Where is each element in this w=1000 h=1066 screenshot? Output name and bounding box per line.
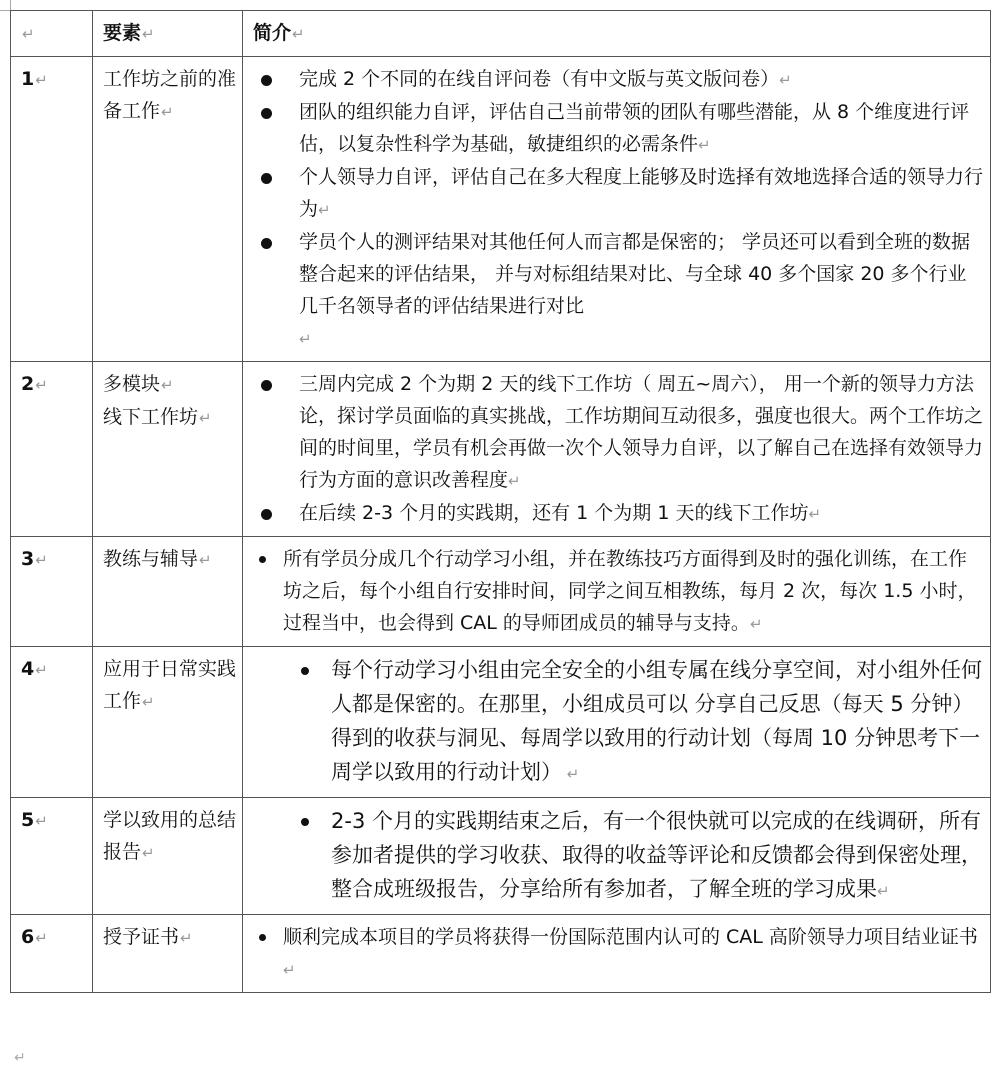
bullet-icon bbox=[301, 818, 309, 826]
row-element: 多模块↵ 线下工作坊↵ bbox=[93, 362, 243, 537]
table-row bbox=[11, 798, 991, 915]
row-number: 4↵ bbox=[11, 647, 93, 798]
table-row bbox=[11, 915, 991, 993]
row-number: 3↵ bbox=[11, 537, 93, 647]
list-item: 三周内完成 2 个为期 2 天的线下工作坊（ 周五~周六）， 用一个新的领导力方法论，探讨学员面临的真实挑战，工作坊期间互动很多，强度也很大。两个工作坊之间的时间里，学员有机会再做一次个人领导力自评，以了解自己在选择有效领导力行为方面的意识改善程度↵ bbox=[253, 368, 984, 497]
bullet-icon bbox=[261, 75, 272, 86]
list-item: 完成 2 个不同的在线自评问卷（有中文版与英文版问卷）↵ bbox=[253, 63, 984, 96]
bullet-icon bbox=[259, 556, 266, 563]
table-row bbox=[11, 362, 991, 537]
row-description bbox=[243, 57, 991, 362]
list-item: 顺利完成本项目的学员将获得一份国际范围内认可的 CAL 高阶领导力项目结业证书↵ bbox=[253, 921, 984, 986]
row-element: 工作坊之前的准备工作↵ bbox=[93, 57, 243, 362]
row-number: 6↵ bbox=[11, 915, 93, 993]
row-description bbox=[243, 798, 991, 915]
row-number: 2↵ bbox=[11, 362, 93, 537]
list-item: 团队的组织能力自评，评估自己当前带领的团队有哪些潜能，从 8 个维度进行评估，以复杂性科学为基础，敏捷组织的必需条件↵ bbox=[253, 96, 984, 161]
list-item: 每个行动学习小组由完全安全的小组专属在线分享空间，对小组外任何人都是保密的。在那里，小组成员可以 分享自己反思（每天 5 分钟）得到的收获与洞见、每周学以致用的行动计划（每周 10 分钟思考下一周学以致用的行动计划） ↵ bbox=[253, 653, 984, 791]
bullet-icon bbox=[261, 173, 272, 184]
table-row bbox=[11, 57, 991, 362]
header-intro: 简介↵ bbox=[243, 11, 991, 57]
bullet-icon bbox=[261, 108, 272, 119]
bullet-icon bbox=[261, 509, 272, 520]
header-col1: ↵ bbox=[11, 11, 93, 57]
row-number: 1↵ bbox=[11, 57, 93, 362]
list-item: 个人领导力自评，评估自己在多大程度上能够及时选择有效地选择合适的领导力行为↵ bbox=[253, 161, 984, 226]
program-table bbox=[10, 10, 991, 993]
row-element: 教练与辅导↵ bbox=[93, 537, 243, 647]
row-element: 授予证书↵ bbox=[93, 915, 243, 993]
row-description bbox=[243, 537, 991, 647]
list-item: 学员个人的测评结果对其他任何人而言都是保密的； 学员还可以看到全班的数据整合起来的评估结果， 并与对标组结果对比、与全球 40 多个国家 20 多个行业几千名领导者的评估结果进行对比 ↵ bbox=[253, 226, 984, 355]
header-element: 要素↵ bbox=[93, 11, 243, 57]
list-item: 在后续 2-3 个月的实践期，还有 1 个为期 1 天的线下工作坊↵ bbox=[253, 497, 984, 530]
row-element: 学以致用的总结报告↵ bbox=[93, 798, 243, 915]
row-description bbox=[243, 647, 991, 798]
bullet-icon bbox=[261, 380, 272, 391]
row-description bbox=[243, 362, 991, 537]
table-row bbox=[11, 537, 991, 647]
row-element: 应用于日常实践工作↵ bbox=[93, 647, 243, 798]
row-description bbox=[243, 915, 991, 993]
paragraph-mark-icon: ↵ bbox=[14, 1050, 26, 1066]
table-header-row bbox=[11, 11, 991, 57]
bullet-icon bbox=[301, 667, 309, 675]
bullet-icon bbox=[261, 238, 272, 249]
row-number: 5↵ bbox=[11, 798, 93, 915]
list-item: 2-3 个月的实践期结束之后，有一个很快就可以完成的在线调研，所有参加者提供的学习收获、取得的收益等评论和反馈都会得到保密处理，整合成班级报告，分享给所有参加者，了解全班的学习成果↵ bbox=[253, 804, 984, 908]
list-item: 所有学员分成几个行动学习小组，并在教练技巧方面得到及时的强化训练，在工作坊之后，每个小组自行安排时间，同学之间互相教练，每月 2 次，每次 1.5 小时，过程当中，也会得到 CAL 的导师团成员的辅导与支持。↵ bbox=[253, 543, 984, 640]
table-row bbox=[11, 647, 991, 798]
bullet-icon bbox=[259, 934, 266, 941]
